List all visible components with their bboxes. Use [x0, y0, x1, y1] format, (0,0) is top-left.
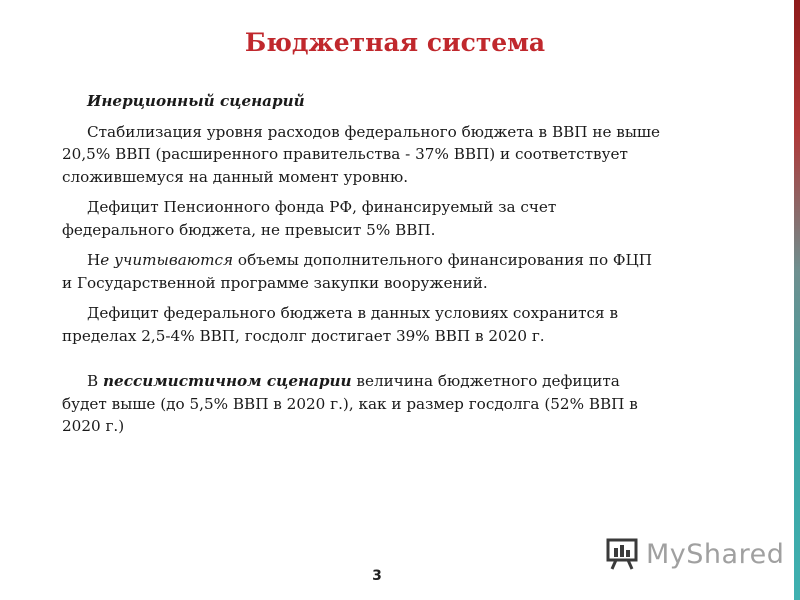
p5-rest: величина бюджетного дефицита будет выше (до 5,5% ВВП в 2020 г.), как и размер госдолга (52% ВВП в 2020 г.) [62, 372, 638, 435]
p3-rest: объемы дополнительного финансирования по ФЦП и Государственной программе закупки вооружений. [62, 251, 653, 292]
paragraph-pension-deficit: Дефицит Пенсионного фонда РФ, финансируемый за счет федерального бюджета, не превысит 5% ВВП. [62, 198, 557, 239]
paragraph-expense-stabilization: Стабилизация уровня расходов федерального бюджета в ВВП не выше 20,5% ВВП (расширенного правительства - 37% ВВП) и соответствует сложившемуся на данный момент уровню. [62, 122, 661, 186]
presentation-board-icon [606, 537, 640, 571]
p3-start: Н [87, 251, 101, 269]
paragraph-budget-deficit: Дефицит федерального бюджета в данных условиях сохранится в пределах 2,5-4% ВВП, госдолг достигает 39% ВВП в 2020 г. [62, 304, 619, 345]
paragraph-pessimistic-scenario [62, 370, 662, 438]
p5-start: В [87, 372, 103, 390]
scenario-heading-text: Инерционный сценарий [87, 92, 305, 110]
slide-body [62, 90, 662, 446]
p5-bold-italic: пессимистичном сценарии [103, 372, 352, 390]
p3-italic: е учитываются [100, 251, 234, 269]
page-number: 3 [372, 568, 382, 584]
slide-title: Бюджетная система [244, 28, 546, 57]
paragraph-additional-financing [62, 249, 662, 294]
scenario-heading [62, 90, 662, 113]
watermark-logo [606, 536, 784, 572]
watermark-text: MyShared [646, 538, 785, 570]
right-accent-bar [794, 0, 800, 600]
